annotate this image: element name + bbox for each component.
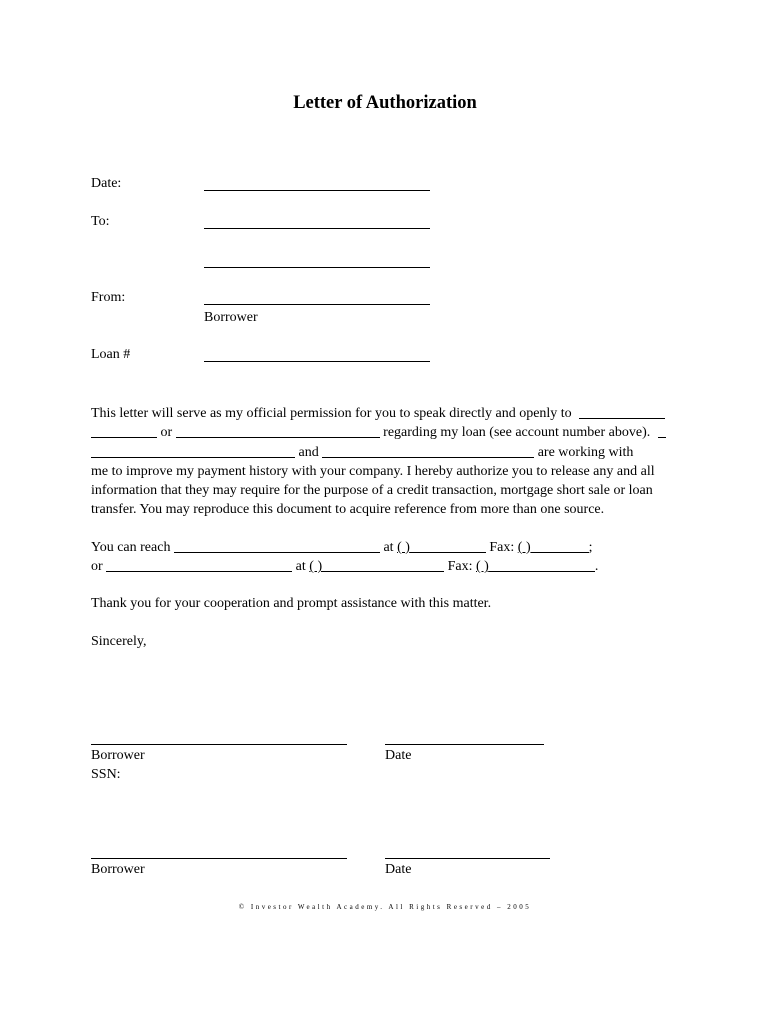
fax-area-code-1[interactable]: ( ) — [517, 540, 531, 555]
authorization-paragraph — [91, 404, 676, 520]
to-label: To: — [91, 214, 110, 229]
contact-paragraph — [91, 538, 676, 577]
loan-field-line[interactable] — [204, 361, 430, 362]
borrower-label-1: Borrower — [91, 748, 145, 763]
fax-blank-2[interactable] — [489, 557, 595, 572]
date-label: Date: — [91, 176, 122, 191]
date-signature-line-2[interactable] — [385, 858, 550, 859]
phone-area-code-2[interactable]: ( ) — [309, 559, 323, 575]
period: . — [594, 559, 599, 575]
date-label-1: Date — [385, 748, 412, 763]
contact-line-1 — [91, 538, 676, 557]
paragraph-line-4: me to improve my payment history with your company. I hereby authorize you to release any and all — [91, 463, 655, 479]
at-text: at — [383, 540, 394, 555]
at-text: at — [295, 559, 306, 575]
fax-text: Fax: — [489, 540, 515, 555]
to-field-line-2[interactable] — [204, 267, 430, 268]
reach-name-blank-1[interactable] — [174, 538, 380, 553]
from-field-line[interactable] — [204, 304, 430, 305]
date-label-2: Date — [385, 862, 412, 877]
fax-area-code-2[interactable]: ( ) — [476, 559, 489, 575]
date-signature-line-1[interactable] — [385, 744, 544, 745]
loan-label: Loan # — [91, 347, 131, 362]
phone-area-code-1[interactable]: ( ) — [397, 540, 410, 555]
paragraph-text: This letter will serve as my official permission for you to speak directly and openly to — [91, 406, 572, 421]
or-text: or — [160, 425, 173, 441]
paragraph-line-6: transfer. You may reproduce this document to acquire reference from more than one source. — [91, 502, 605, 518]
closing-text: Sincerely, — [91, 634, 147, 649]
contact-blank-2[interactable] — [176, 423, 380, 438]
semicolon: ; — [588, 540, 593, 555]
date-field-line[interactable] — [204, 190, 430, 191]
borrower-label-2: Borrower — [91, 862, 145, 877]
reach-name-blank-2[interactable] — [106, 557, 292, 572]
paragraph-text: regarding my loan (see account number above). — [383, 425, 651, 441]
phone-blank-1[interactable] — [410, 538, 486, 553]
contact-blank-1-cont[interactable] — [91, 423, 157, 438]
borrower-signature-line-1[interactable] — [91, 744, 347, 745]
and-text: and — [298, 444, 319, 460]
from-label: From: — [91, 290, 126, 305]
or-text: or — [91, 559, 103, 575]
helper-blank-1[interactable] — [91, 443, 295, 458]
contact-blank-1[interactable] — [579, 404, 665, 419]
thanks-text: Thank you for your cooperation and prompt assistance with this matter. — [91, 596, 492, 611]
to-field-line-1[interactable] — [204, 228, 430, 229]
paragraph-line-1 — [91, 404, 676, 423]
from-borrower-caption: Borrower — [204, 310, 258, 325]
copyright-footer: © Investor Wealth Academy. All Rights Reserved – 2005 — [238, 903, 532, 911]
paragraph-text: are working with — [537, 444, 634, 460]
contact-line-2 — [91, 557, 676, 576]
fax-text: Fax: — [447, 559, 473, 575]
ssn-label: SSN: — [91, 767, 121, 782]
paragraph-line-2 — [91, 423, 676, 442]
fax-blank-1[interactable] — [531, 538, 589, 553]
paragraph-line-3 — [91, 443, 676, 462]
paragraph-line-5: information that they may require for the purpose of a credit transaction, mortgage short sale or loan — [91, 483, 653, 499]
page-title: Letter of Authorization — [293, 93, 477, 113]
trailing-blank[interactable] — [658, 423, 666, 438]
helper-blank-2[interactable] — [322, 443, 534, 458]
phone-blank-2[interactable] — [322, 557, 444, 572]
borrower-signature-line-2[interactable] — [91, 858, 347, 859]
reach-text: You can reach — [91, 540, 171, 555]
